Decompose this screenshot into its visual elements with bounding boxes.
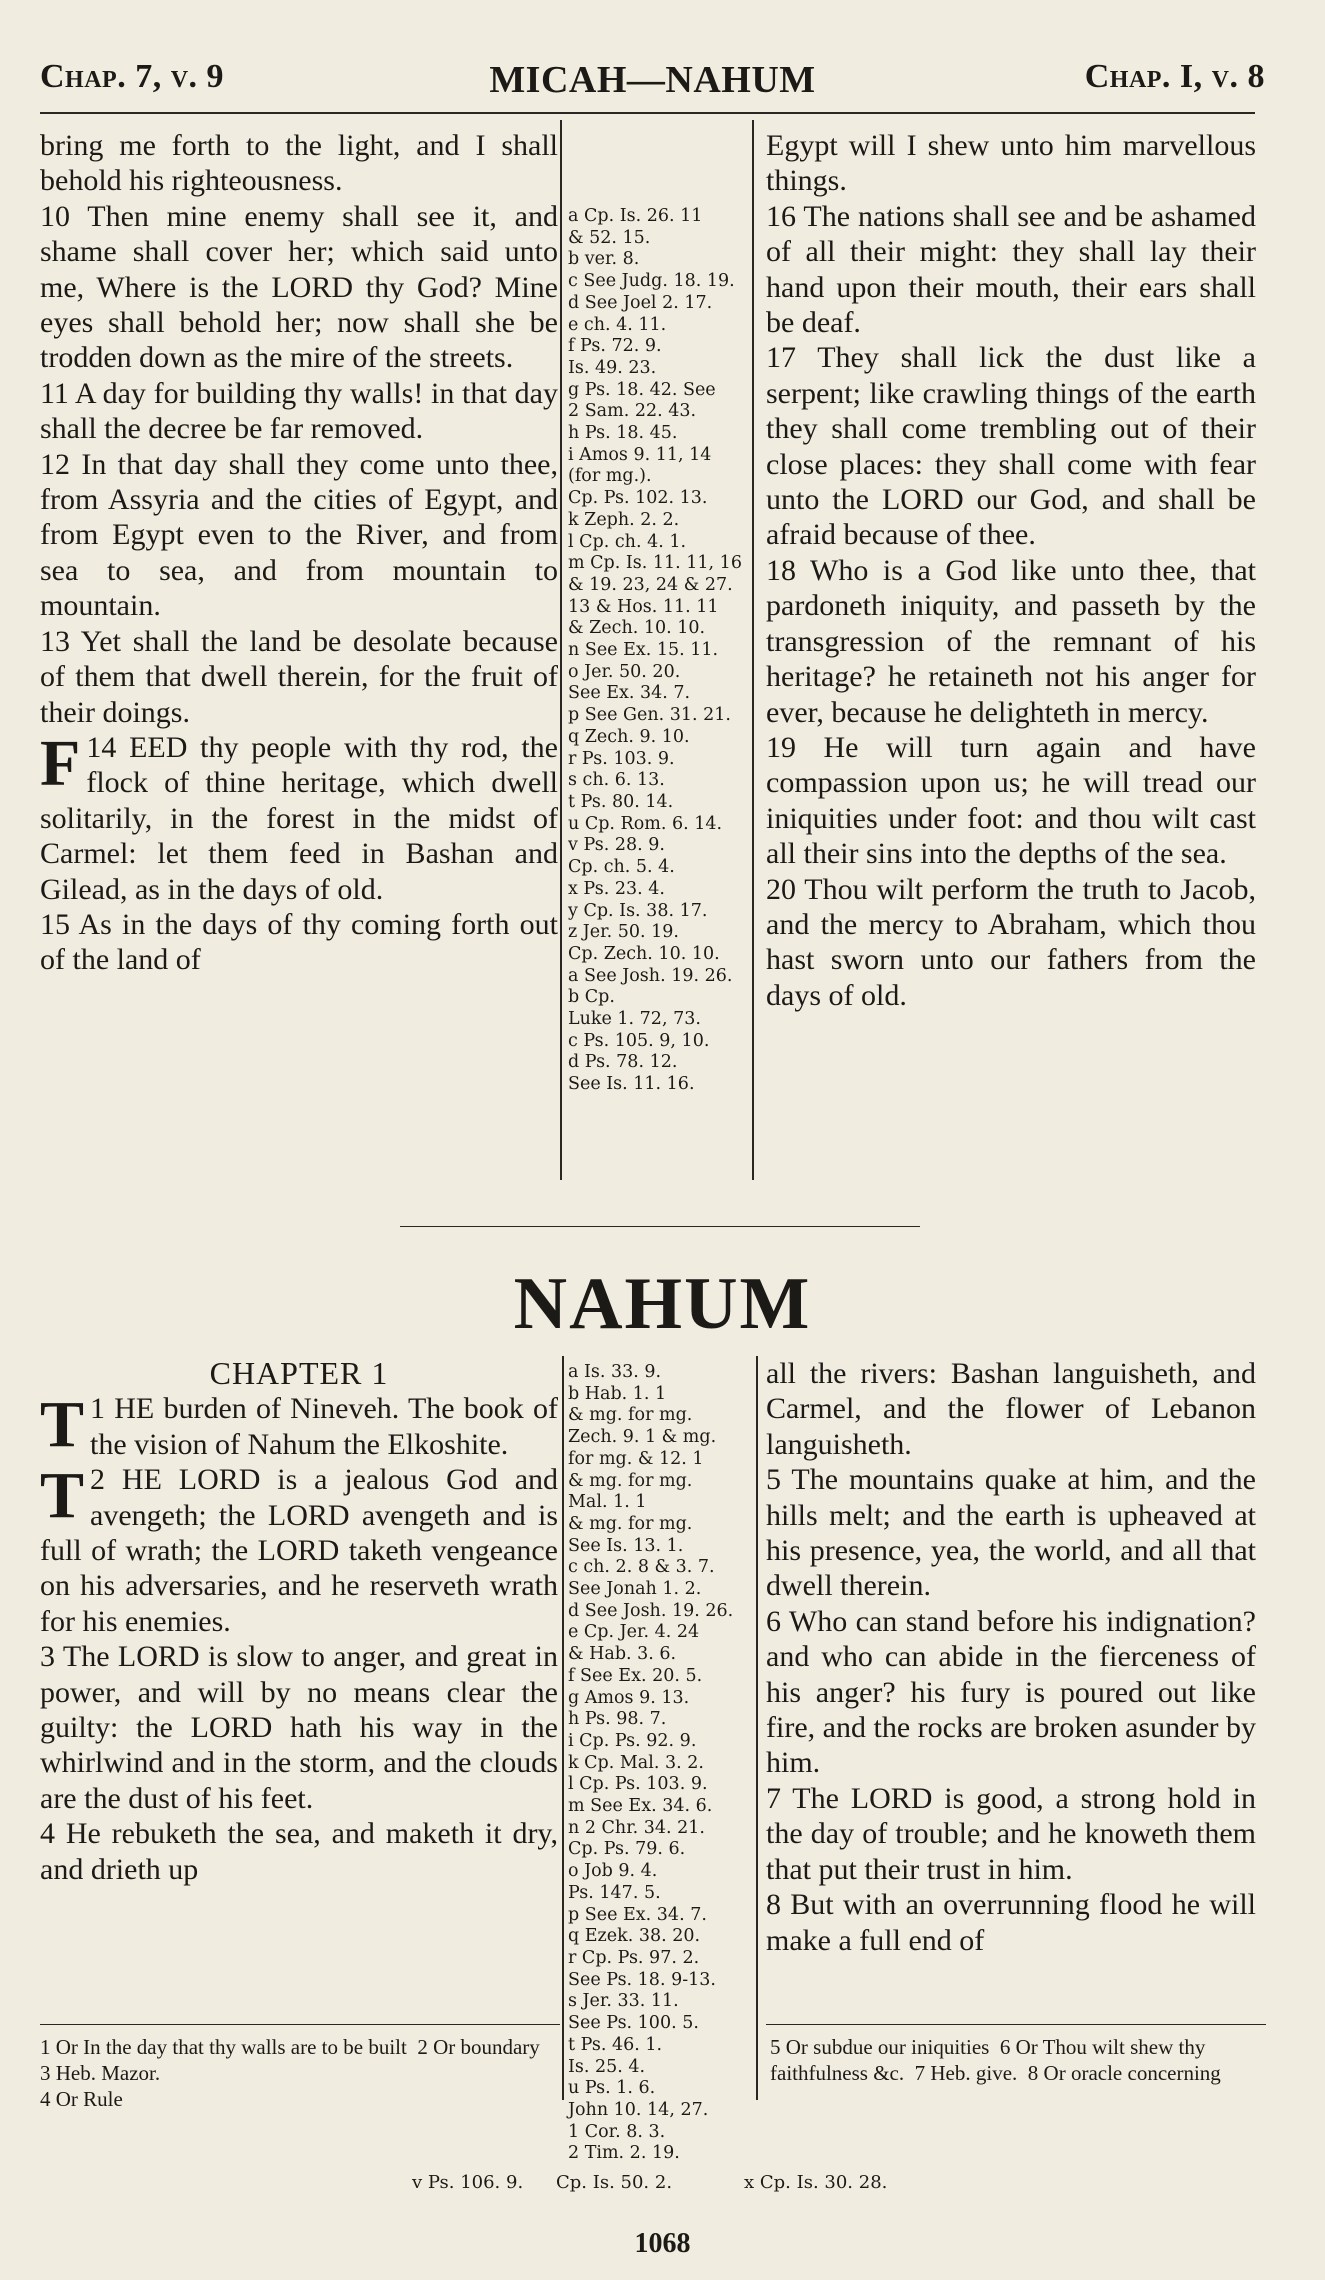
verse-block: 5 The mountains quake at him, and the hills melt; and the earth is upheaved at his presence, yea, the world, and all that dwell therein.	[766, 1463, 1256, 1603]
cross-ref: r Ps. 103. 9.	[568, 748, 675, 769]
verse-block: 7 The LORD is good, a strong hold in the day of trouble; and he knoweth them that put their trust in him.	[766, 1781, 1256, 1886]
cross-ref: g Ps. 18. 42. See	[568, 379, 716, 400]
cross-ref: o Job 9. 4.	[568, 1861, 658, 1882]
cross-ref: u Cp. Rom. 6. 14.	[568, 813, 723, 834]
cross-ref: b Cp.	[568, 987, 615, 1008]
cross-ref: Cp. Zech. 10. 10.	[568, 943, 720, 964]
footnote: 1 Or In the day that thy walls are to be built	[40, 2035, 407, 2059]
cross-ref: 1 Cor. 8. 3.	[568, 2121, 666, 2142]
drop-cap: F	[40, 726, 81, 800]
cross-ref: Luke 1. 72, 73.	[568, 1009, 701, 1030]
cross-ref: i Cp. Ps. 92. 9.	[568, 1730, 697, 1751]
verse-block: 15 As in the days of thy coming forth out of the land of	[40, 907, 558, 977]
cross-ref: o Jer. 50. 20.	[568, 661, 681, 682]
footnote: 6 Or Thou wilt shew thy faithfulness &c.	[770, 2035, 1206, 2085]
cross-ref: s Jer. 33. 11.	[568, 1991, 679, 2012]
footnote: 3 Heb. Mazor.	[40, 2061, 161, 2085]
cross-ref: d See Josh. 19. 26.	[568, 1600, 734, 1621]
cross-ref: n 2 Chr. 34. 21.	[568, 1817, 705, 1838]
chapter-heading: CHAPTER 1	[209, 1355, 389, 1391]
bottom-xref-mid: Cp. Is. 50. 2.	[556, 2172, 673, 2193]
header-left-reference: Chap. 7, v. 9	[40, 58, 225, 95]
cross-ref: x Ps. 23. 4.	[568, 878, 665, 899]
cross-ref: u Ps. 1. 6.	[568, 2078, 656, 2099]
verse-block: 13 Yet shall the land be desolate because of them that dwell therein, for the fruit of their doings.	[40, 624, 558, 729]
footnote: 2 Or boundary	[417, 2035, 540, 2059]
cross-ref: Is. 49. 23.	[568, 357, 657, 378]
cross-ref: y Cp. Is. 38. 17.	[568, 900, 708, 921]
verse-block: bring me forth to the light, and I shall behold his righteousness.	[40, 129, 558, 198]
cross-ref: d Ps. 78. 12.	[568, 1052, 678, 1073]
cross-ref: e ch. 4. 11.	[568, 314, 667, 335]
cross-ref: v Ps. 28. 9.	[568, 835, 665, 856]
section-divider	[400, 1226, 920, 1227]
cross-ref: & mg. for mg.	[568, 1405, 693, 1426]
footnote: 5 Or subdue our iniquities	[770, 2035, 990, 2059]
verse-block: 3 The LORD is slow to anger, and great in power, and will by no means clear the guilty: the LORD hath his way in the whirlwind and in the storm, and the clouds are the dust of his feet.	[40, 1640, 558, 1815]
cross-ref: c See Judg. 18. 19.	[568, 271, 735, 292]
cross-ref: h Ps. 18. 45.	[568, 423, 678, 444]
footnote: 8 Or oracle concerning	[1027, 2061, 1221, 2085]
bottom-xref-left: v Ps. 106. 9.	[412, 2172, 524, 2193]
cross-ref: John 10. 14, 27.	[568, 2099, 709, 2120]
verse-text: EED thy people with thy rod, the flock of thine heritage, which dwell solitarily, in the forest in the midst of Carmel: let them feed in Bashan and Gilead, as in the days of old.	[40, 730, 558, 906]
cross-ref: r Cp. Ps. 97. 2.	[568, 1947, 700, 1968]
cross-ref: n See Ex. 15. 11.	[568, 640, 719, 661]
verse-block: 17 They shall lick the dust like a serpent; like crawling things of the earth they shall come trembling out of their close places: they shall come with fear unto the LORD our God, and shall be afraid because of thee.	[766, 341, 1256, 552]
cross-ref: Cp. Ps. 79. 6.	[568, 1839, 686, 1860]
cross-ref: l Cp. ch. 4. 1.	[568, 531, 687, 552]
cross-ref: Mal. 1. 1	[568, 1492, 647, 1513]
column-rule	[560, 120, 562, 1180]
verse-text: HE burden of Nineveh. The book of the vision of Nahum the Elkoshite.	[90, 1392, 559, 1461]
verse-number: 2	[90, 1463, 106, 1497]
column-rule	[756, 1356, 758, 2100]
verse-block: 8 But with an overrunning flood he will make a full end of	[766, 1888, 1256, 1957]
cross-ref: c Ps. 105. 9, 10.	[568, 1030, 710, 1051]
cross-ref: & mg. for mg.	[568, 1513, 693, 1534]
cross-ref: p See Gen. 31. 21.	[568, 705, 731, 726]
cross-ref: m See Ex. 34. 6.	[568, 1796, 713, 1817]
cross-ref: p See Ex. 34. 7.	[568, 1904, 707, 1925]
cross-ref: g Amos 9. 13.	[568, 1687, 690, 1708]
verse-block: 20 Thou wilt perform the truth to Jacob, and the mercy to Abraham, which thou hast sworn unto our fathers from the days of old.	[766, 872, 1256, 1012]
verse-block: 11 A day for building thy walls! in that day shall the decree be far removed.	[40, 376, 558, 446]
cross-ref: q Ezek. 38. 20.	[568, 1926, 701, 1947]
verse-block: 6 Who can stand before his indignation? and who can abide in the fierceness of his anger? his fury is poured out like fire, and the rocks are broken asunder by him.	[766, 1604, 1256, 1780]
header-right-reference: Chap. I, v. 8	[1084, 58, 1265, 95]
cross-ref: for mg. & 12. 1	[568, 1448, 704, 1469]
cross-ref: 13 & Hos. 11. 11	[568, 596, 719, 617]
cross-ref: & 52. 15.	[568, 227, 651, 248]
cross-ref: a Cp. Is. 26. 11	[568, 206, 703, 226]
footnotes-right	[770, 2034, 1266, 2086]
verse-number: 14	[86, 730, 117, 764]
running-header	[40, 58, 1265, 114]
micah-cross-references	[568, 206, 748, 1096]
cross-ref: See Jonah 1. 2.	[568, 1579, 702, 1600]
cross-ref: 2 Sam. 22. 43.	[568, 401, 697, 422]
footnotes-left	[40, 2034, 560, 2112]
cross-ref: See Ps. 100. 5.	[568, 2013, 699, 2034]
cross-ref: f See Ex. 20. 5.	[568, 1665, 703, 1686]
verse-block: 16 The nations shall see and be ashamed of all their might: they shall lay their hand upon their mouth, their ears shall be deaf.	[766, 199, 1256, 340]
verse-block: Egypt will I shew unto him marvellous things.	[766, 129, 1256, 198]
nahum-column-left	[40, 1356, 558, 1887]
cross-ref: (for mg.).	[568, 466, 652, 487]
verse-block: 19 He will turn again and have compassion upon us; he will tread our iniquities under foot: and thou wilt cast all their sins into the depths of the sea.	[766, 730, 1256, 871]
cross-ref: s ch. 6. 13.	[568, 770, 665, 791]
cross-ref: k Zeph. 2. 2.	[568, 509, 680, 530]
nahum-column-right	[766, 1356, 1256, 1958]
cross-ref: & Hab. 3. 6.	[568, 1644, 677, 1665]
cross-ref: Ps. 147. 5.	[568, 1882, 661, 1903]
footnote-rule-left	[40, 2024, 560, 2025]
cross-ref: Zech. 9. 1 & mg.	[568, 1427, 717, 1448]
cross-ref: f Ps. 72. 9.	[568, 336, 662, 357]
cross-ref: Cp. Ps. 102. 13.	[568, 488, 708, 509]
cross-ref: h Ps. 98. 7.	[568, 1709, 667, 1730]
cross-ref: t Ps. 80. 14.	[568, 791, 674, 812]
micah-column-left	[40, 128, 558, 978]
verse-block: 12 In that day shall they come unto thee, from Assyria and the cities of Egypt, and from Egypt even to the River, and from sea to sea, and from mountain to mountain.	[40, 447, 558, 623]
footnote: 7 Heb. give.	[914, 2061, 1018, 2085]
cross-ref: & 19. 23, 24 & 27.	[568, 574, 733, 595]
cross-ref: m Cp. Is. 11. 11, 16	[568, 553, 742, 574]
page-number: 1068	[634, 2228, 691, 2259]
cross-ref: See Ps. 18. 9-13.	[568, 1969, 716, 1990]
cross-ref: e Cp. Jer. 4. 24	[568, 1622, 700, 1643]
verse-block: 10 Then mine enemy shall see it, and shame shall cover her; which said unto me, Where is the LORD thy God? Mine eyes shall behold her; now shall she be trodden down as the mire of the streets.	[40, 199, 558, 375]
cross-ref: q Zech. 9. 10.	[568, 726, 690, 747]
nahum-cross-references	[568, 1362, 758, 2165]
column-rule	[752, 120, 754, 1180]
verse-block: 18 Who is a God like unto thee, that pardoneth iniquity, and passeth by the transgression of the remnant of his heritage? he retaineth not his anger for ever, because he delighteth in mercy.	[766, 553, 1256, 729]
cross-ref: a Is. 33. 9.	[568, 1362, 662, 1382]
cross-ref: l Cp. Ps. 103. 9.	[568, 1774, 708, 1795]
column-rule	[562, 1356, 564, 2100]
cross-ref: See Is. 11. 16.	[568, 1074, 695, 1095]
cross-ref: k Cp. Mal. 3. 2.	[568, 1752, 704, 1773]
verse-block-2	[40, 1459, 559, 1639]
header-book-title: MICAH—NAHUM	[489, 59, 816, 101]
cross-ref: & Zech. 10. 10.	[568, 618, 706, 639]
cross-ref: i Amos 9. 11, 14	[568, 444, 712, 465]
verse-block-14	[40, 726, 558, 907]
cross-ref: See Is. 13. 1.	[568, 1535, 684, 1556]
cross-ref: t Ps. 46. 1.	[568, 2034, 663, 2055]
cross-ref: See Ex. 34. 7.	[568, 683, 691, 704]
cross-ref: 2 Tim. 2. 19.	[568, 2143, 680, 2164]
cross-ref: & mg. for mg.	[568, 1470, 693, 1491]
cross-ref: d See Joel 2. 17.	[568, 292, 713, 313]
cross-ref: Is. 25. 4.	[568, 2056, 646, 2077]
cross-ref: c ch. 2. 8 & 3. 7.	[568, 1557, 715, 1578]
micah-column-right	[766, 128, 1256, 1013]
bottom-xref-right: x Cp. Is. 30. 28.	[744, 2172, 888, 2193]
cross-ref: a See Josh. 19. 26.	[568, 965, 733, 986]
book-title-nahum: NAHUM	[513, 1263, 812, 1345]
footnote-rule-right	[766, 2024, 1266, 2025]
cross-ref: b ver. 8.	[568, 249, 640, 270]
cross-ref: z Jer. 50. 19.	[568, 922, 679, 943]
verse-block: 4 He rebuketh the sea, and maketh it dry, and drieth up	[40, 1817, 558, 1886]
verse-block: all the rivers: Bashan languisheth, and Carmel, and the flower of Lebanon languisheth.	[766, 1357, 1256, 1461]
drop-cap: T	[40, 1388, 85, 1462]
footnote: 4 Or Rule	[40, 2087, 123, 2111]
cross-ref: b Hab. 1. 1	[568, 1383, 667, 1404]
verse-number: 1	[90, 1392, 106, 1426]
verse-text: HE LORD is a jealous God and avengeth; the LORD avengeth and is full of wrath; the LORD taketh vengeance on his adversaries, and he reserveth wrath for his enemies.	[40, 1463, 559, 1638]
header-rule	[40, 112, 1255, 114]
cross-ref: Cp. ch. 5. 4.	[568, 857, 675, 878]
verse-block-1	[40, 1388, 559, 1462]
drop-cap: T	[40, 1459, 85, 1533]
